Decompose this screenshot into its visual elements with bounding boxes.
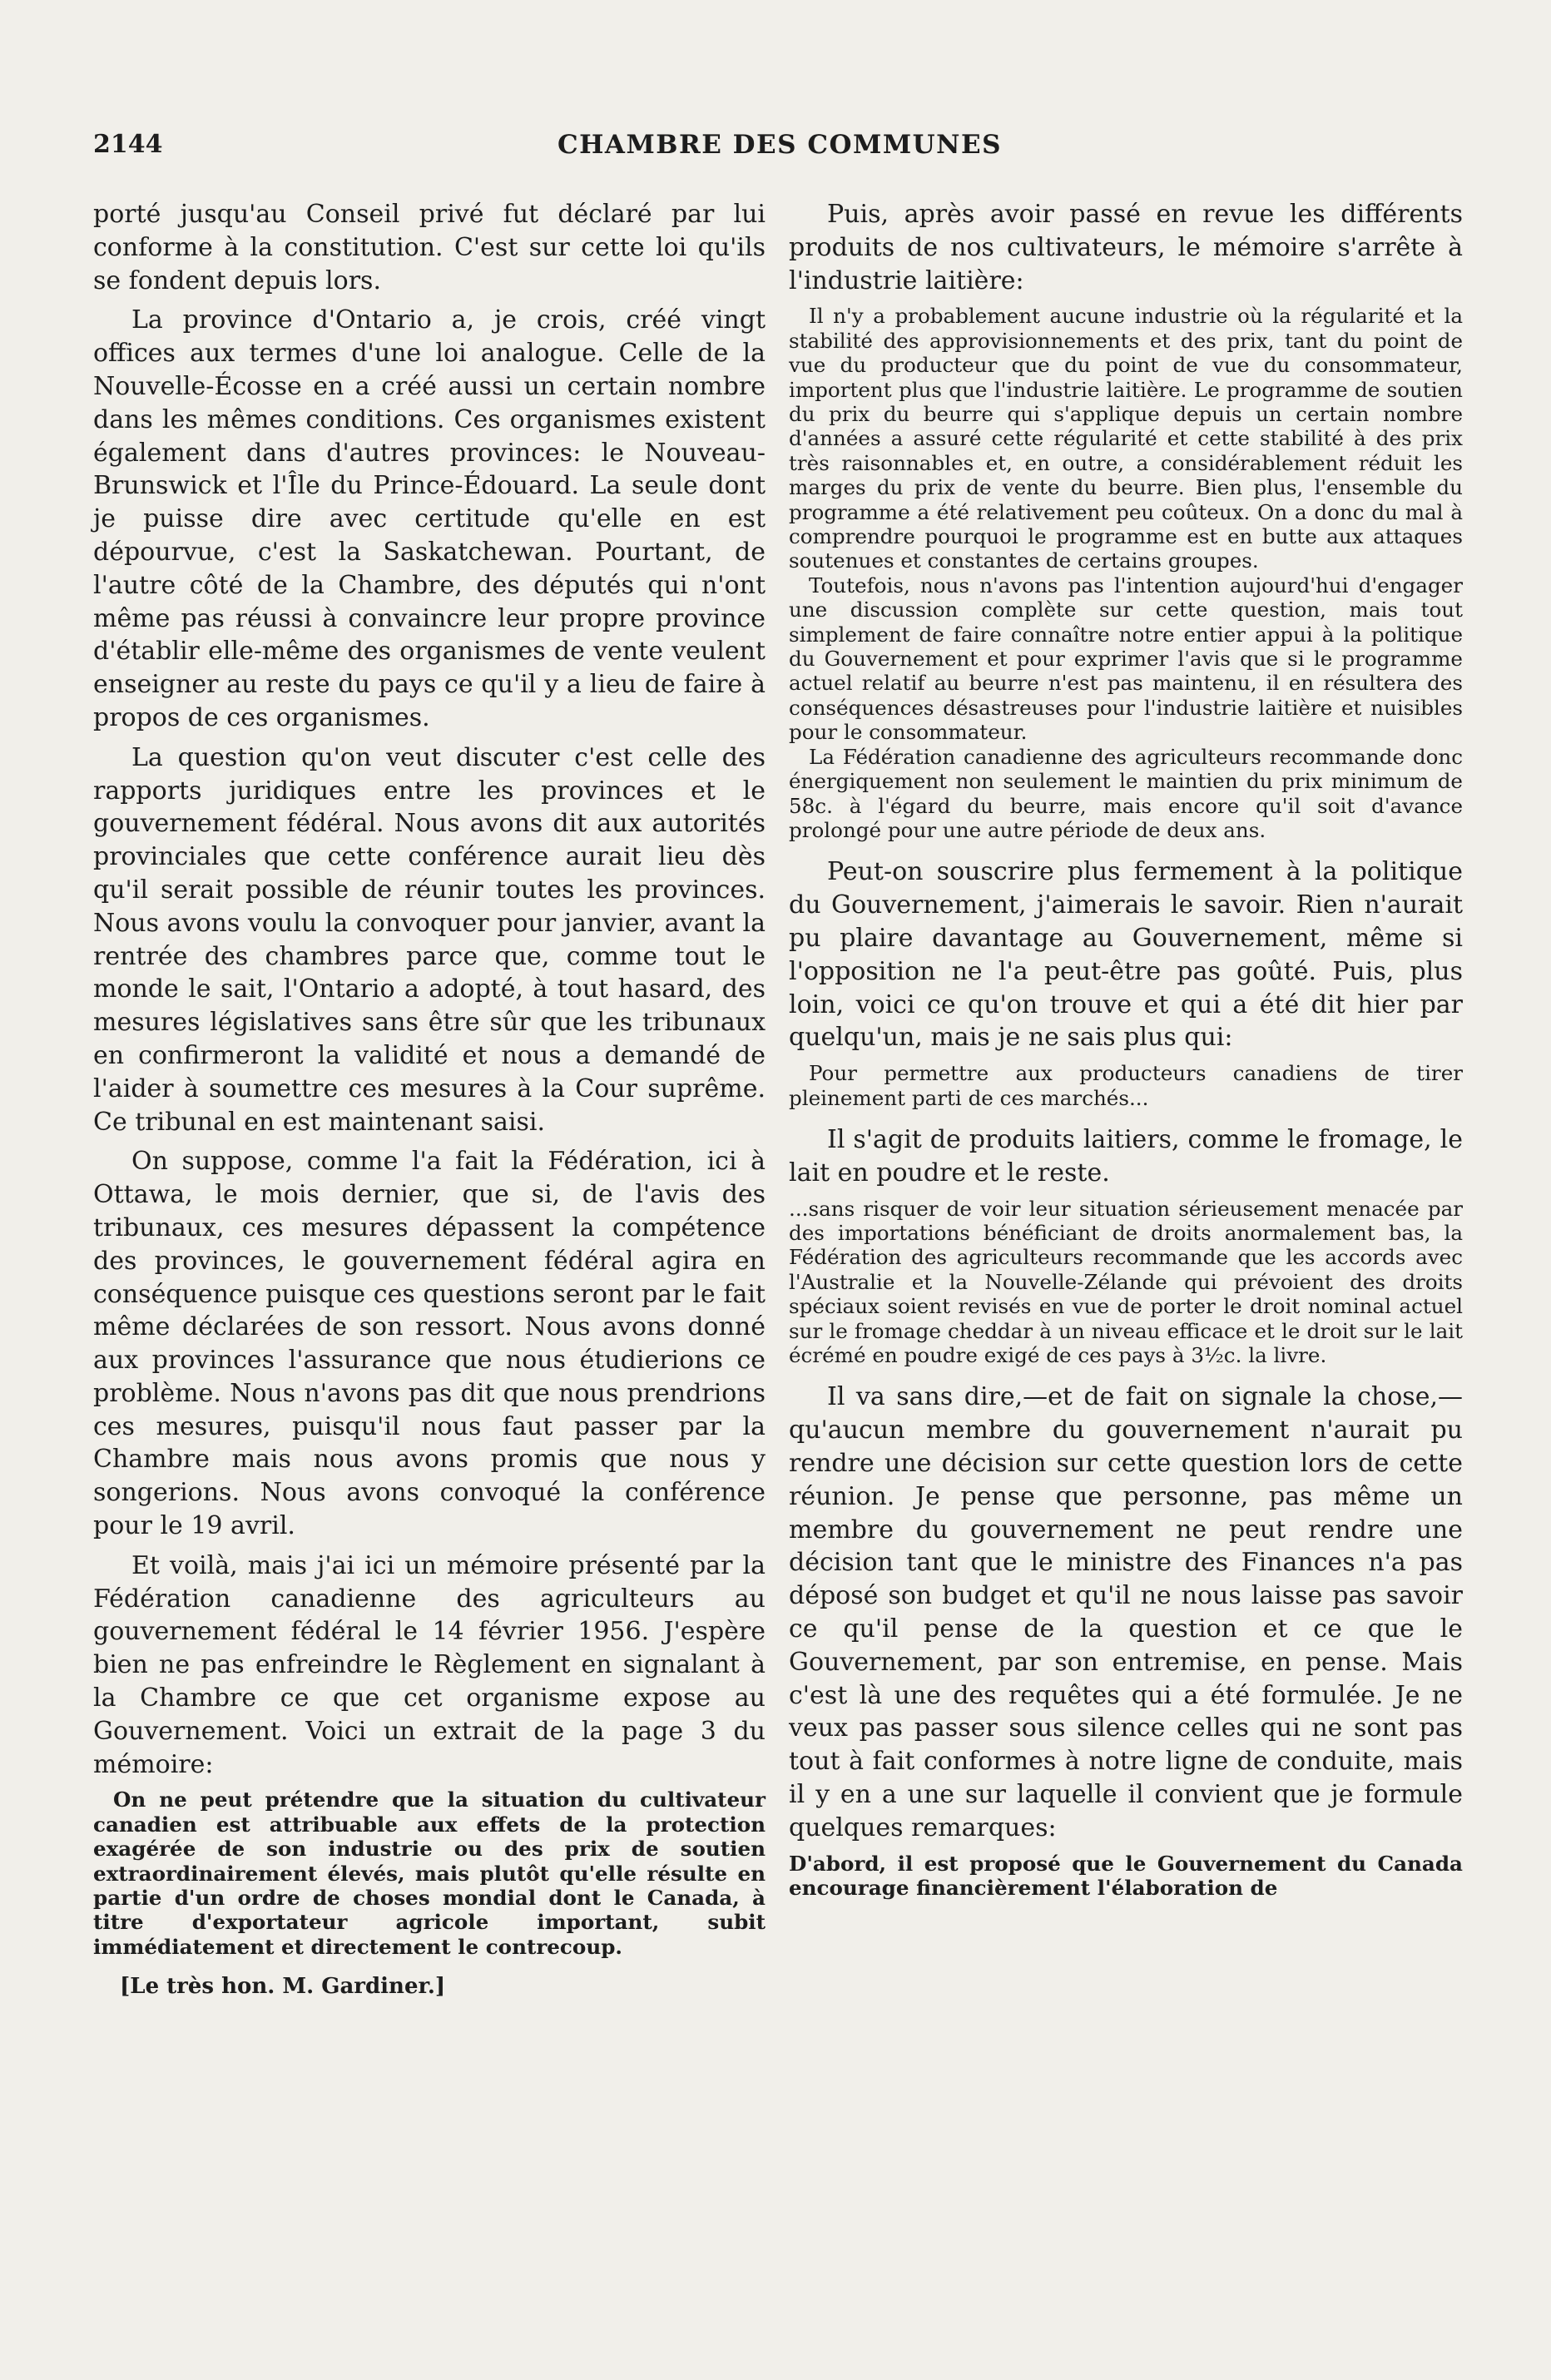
- paragraph: Peut-on souscrire plus fermement à la politique du Gouvernement, j'aimerais le savoir. Rien n'aurait pu plaire davantage au Gouvernement, même si l'opposition ne l'a peut-être pas goûté. Puis, plus loin, voici ce qu'on trouve et qui a été dit hier par quelqu'un, mais je ne sais plus qui:: [789, 857, 1463, 1053]
- page-number: 2144: [93, 130, 163, 159]
- paragraph: La province d'Ontario a, je crois, créé vingt offices aux termes d'une loi analogue. Celle de la Nouvelle-Écosse en a créé aussi un certain nombre dans les mêmes conditions. Ces organismes existent également dans d'autres provinces: le Nouveau-Brunswick et l'Île du Prince-Édouard. La seule dont je puisse dire avec certitude qu'elle en est dépourvue, c'est la Saskatchewan. Pourtant, de l'autre côté de la Chambre, des députés qui n'ont même pas réussi à convaincre leur propre province d'établir elle-même des organismes de vente veulent enseigner au reste du pays ce qu'il y a lieu de faire à propos de ces organismes.: [93, 305, 766, 732]
- speaker-attribution: [Le très hon. M. Gardiner.]: [120, 1974, 446, 2000]
- memo-quote: ...sans risquer de voir leur situation sérieusement menacée par des importations bénéficiant de droits anormalement bas, la Fédération des agriculteurs recommande que les accords avec l'Australie et la Nouvelle-Zélande qui prévoient des droits spéciaux soient revisés en vue de porter le droit nominal actuel sur le fromage cheddar à un niveau efficace et le droit sur le lait écrémé en poudre exigé de ces pays à 3½c. la livre.: [789, 1196, 1463, 1367]
- memo-quote: D'abord, il est proposé que le Gouvernement du Canada encourage financièrement l'élaboration de: [789, 1851, 1463, 1900]
- running-title: CHAMBRE DES COMMUNES: [557, 130, 1003, 160]
- memo-quote: On ne peut prétendre que la situation du cultivateur canadien est attribuable aux effets de la protection exagérée de son industrie ou des prix de soutien extraordinairement élevés, mais plutôt qu'elle résulte en partie d'un ordre de choses mondial dont le Canada, à titre d'exportateur agricole important, subit immédiatement et directement le contrecoup.: [93, 1787, 766, 1959]
- paragraph: Et voilà, mais j'ai ici un mémoire présenté par la Fédération canadienne des agriculteurs au gouvernement fédéral le 14 février 1956. J'espère bien ne pas enfreindre le Règlement en signalant à la Chambre ce que cet organisme expose au Gouvernement. Voici un extrait de la page 3 du mémoire:: [93, 1550, 766, 1779]
- memo-quote: Il n'y a probablement aucune industrie où la régularité et la stabilité des approvisionnements et des prix, tant du point de vue du producteur que du point de vue du consommateur, importent plus que l'industrie laitière. Le programme de soutien du prix du beurre qui s'applique depuis un certain nombre d'années a assuré cette régularité et cette stabilité à des prix très raisonnables et, en outre, a considérablement réduit les marges du prix de vente du beurre. Bien plus, l'ensemble du programme a été relativement peu coûteux. On a donc du mal à comprendre pourquoi le programme est en butte aux attaques soutenues et constantes de certains groupes.: [789, 304, 1463, 573]
- paragraph: La question qu'on veut discuter c'est celle des rapports juridiques entre les provinces et le gouvernement fédéral. Nous avons dit aux autorités provinciales que cette conférence aurait lieu dès qu'il serait possible de réunir toutes les provinces. Nous avons voulu la convoquer pour janvier, avant la rentrée des chambres parce que, comme tout le monde le sait, l'Ontario a adopté, à tout hasard, des mesures législatives sans être sûr que les tribunaux en confirmeront la validité et nous a demandé de l'aider à soumettre ces mesures à la Cour suprême. Ce tribunal en est maintenant saisi.: [93, 742, 766, 1137]
- paragraph: Il s'agit de produits laitiers, comme le fromage, le lait en poudre et le reste.: [789, 1124, 1463, 1188]
- memo-quote: Toutefois, nous n'avons pas l'intention aujourd'hui d'engager une discussion complète sur cette question, mais tout simplement de faire connaître notre entier appui à la politique du Gouvernement et pour exprimer l'avis que si le programme actuel relatif au beurre n'est pas maintenu, il en résultera des conséquences désastreuses pour l'industrie laitière et nuisibles pour le consommateur.: [789, 573, 1463, 745]
- page-header: [93, 130, 1466, 171]
- left-column: [93, 198, 766, 1999]
- paragraph: On suppose, comme l'a fait la Fédération, ici à Ottawa, le mois dernier, que si, de l'avis des tribunaux, ces mesures dépassent la compétence des provinces, le gouvernement fédéral agira en conséquence puisque ces questions seront par le fait même déclarées de son ressort. Nous avons donné aux provinces l'assurance que nous étudierions ce problème. Nous n'avons pas dit que nous prendrions ces mesures, puisqu'il nous faut passer par la Chambre mais nous avons promis que nous y songerions. Nous avons convoqué la conférence pour le 19 avril.: [93, 1147, 766, 1541]
- paragraph: porté jusqu'au Conseil privé fut déclaré par lui conforme à la constitution. C'est sur cette loi qu'ils se fondent depuis lors.: [93, 200, 766, 295]
- right-column: [789, 198, 1463, 1900]
- paragraph: Il va sans dire,—et de fait on signale la chose,—qu'aucun membre du gouvernement n'aurait pu rendre une décision sur cette question lors de cette réunion. Je pense que personne, pas même un membre du gouvernement ne peut rendre une décision tant que le ministre des Finances n'a pas déposé son budget et qu'il ne nous laisse pas savoir ce qu'il pense de la question et ce que le Gouvernement, par son entremise, en pense. Mais c'est là une des requêtes qui a été formulée. Je ne veux pas passer sous silence celles qui ne sont pas tout à fait conformes à notre ligne de conduite, mais il y en a une sur laquelle il convient que je formule quelques remarques:: [789, 1382, 1463, 1842]
- memo-quote: La Fédération canadienne des agriculteurs recommande donc énergiquement non seulement le maintien du prix minimum de 58c. à l'égard du beurre, mais encore qu'il soit d'avance prolongé pour une autre période de deux ans.: [789, 744, 1463, 842]
- memo-quote: Pour permettre aux producteurs canadiens de tirer pleinement parti de ces marchés...: [789, 1061, 1463, 1110]
- paragraph: Puis, après avoir passé en revue les différents produits de nos cultivateurs, le mémoire s'arrête à l'industrie laitière:: [789, 200, 1463, 295]
